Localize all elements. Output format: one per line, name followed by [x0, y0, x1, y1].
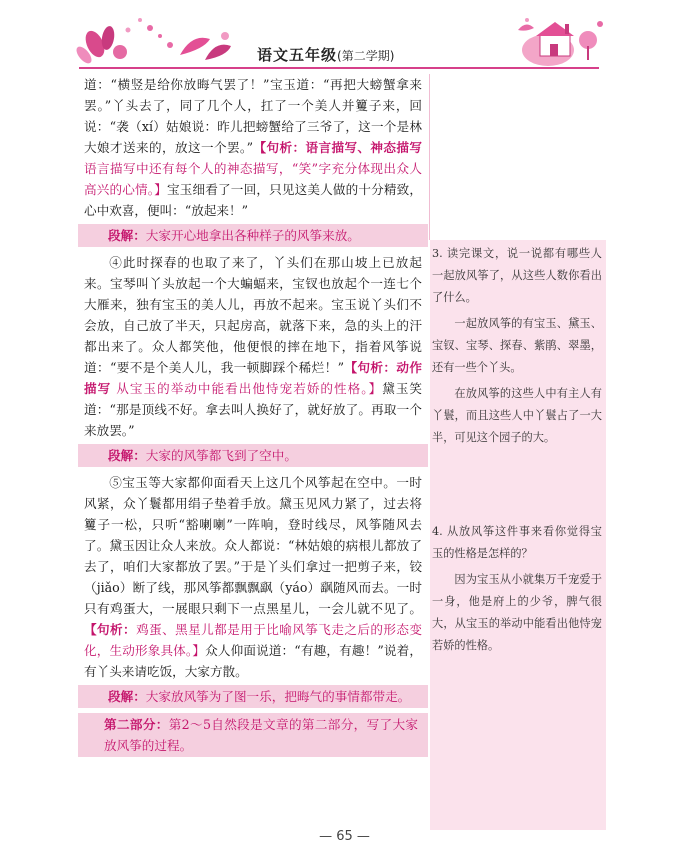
left-flower-cluster-icon [74, 18, 231, 66]
sentence-note-text: 语言描写中还有每个人的神态描写，“笑”字充分体现出众人高兴的心情。】 [84, 161, 422, 197]
page-number: — 65 — [319, 829, 370, 844]
header-divider [79, 67, 599, 69]
sentence-note-label: 【句析：动作描写 [84, 360, 422, 396]
answer-3-part-2: 在放风筝的这些人中有主人有丫鬟，而且这些人中丫鬟占了一大半，可见这个园子的大。 [432, 387, 602, 444]
book-subtitle: (第二学期) [337, 49, 395, 63]
question-4 [432, 521, 602, 657]
answer-3-part-1: 一起放风筝的有宝玉、黛玉、宝钗、宝琴、探春、紫鹃、翠墨，还有一些个丫头。 [432, 317, 602, 374]
question-4-text: 4. 从放风筝这件事来看你觉得宝玉的性格是怎样的？ [432, 525, 602, 560]
page-header [0, 0, 689, 70]
segment-summary-3: 段解：大家放风筝为了图一乐，把晦气的事情都带走。 [78, 685, 428, 708]
question-3-text: 3. 读完课文，说一说都有哪些人一起放风筝了，从这些人数你看出了什么。 [432, 247, 602, 304]
question-3 [432, 243, 602, 449]
book-title: 语文五年级(第二学期) [257, 46, 395, 64]
sentence-note-label: 【句析：语言描写、神态描写 [253, 140, 423, 155]
paragraph-5: ⑤宝玉等大家都仰面看天上这几个风筝起在空中。一时风紧，众丫鬟都用绢子垫着手放。黛玉见风力紧了，过去将籰子一松，只听“豁喇喇”一阵响，登时线尽，风筝随风去了。黛玉因让众人来放。众人都说：“林姑娘的病根儿都放了去了，咱们大家都放了罢。”于是丫头们拿过一把剪子来，铰（jiǎo）断了线，那风筝都飘飘飖（yáo）飖随风而去。一时只有鸡蛋大，一展眼只剩下一点黑星儿，一会儿就不见了。【句析：鸡蛋、黑星儿都是用于比喻风筝飞走之后的形态变化，生动形象具体。】众人仰面说道：“有趣，有趣！”说着，有丫头来请吃饭，大家方散。 [84, 475, 423, 679]
sentence-note-text: 鸡蛋、黑星儿都是用于比喻风筝飞走之后的形态变化，生动形象具体。】 [84, 622, 423, 658]
main-text-column [84, 74, 422, 762]
right-house-icon [518, 18, 603, 66]
paragraph-4: ④此时探春的也取了来了，丫头们在那山坡上已放起来。宝琴叫丫头放起一个大蝙蝠来，宝钗也放起个一连七个大雁来，独有宝玉的美人儿，再放不起来。宝玉说丫头们不会放，自己放了半天，只起房高，就落下来，急的头上的汗都出来了。众人都笑他，他便恨的摔在地下，指着风筝说道：“要不是个美人儿，我一顿脚踩个稀烂！”【句析：动作描写 从宝玉的举动中能看出他恃宠若娇的性格。】黛玉笑道：“那是顶线不好。拿去叫人换好了，就好放了。再取一个来放罢。” [84, 255, 423, 438]
answer-4: 因为宝玉从小就集万千宠爱于一身，他是府上的少爷，脾气很大，从宝玉的举动中能看出他恃宠若娇的性格。 [432, 573, 602, 652]
column-divider [429, 74, 430, 240]
sentence-note-label: 【句析： [84, 622, 137, 637]
segment-summary-2: 段解：大家的风筝都飞到了空中。 [78, 444, 428, 467]
sentence-note-text: 从宝玉的举动中能看出他恃宠若娇的性格。】 [116, 381, 383, 396]
segment-summary-1: 段解：大家开心地拿出各种样子的风筝来放。 [78, 224, 428, 247]
paragraph-3-end: 道：“横竖是给你放晦气罢了！”宝玉道：“再把大螃蟹拿来罢。”丫头去了，同了几个人，扛了一个美人并籰子来，回说：“袭（xí）姑娘说：昨儿把螃蟹给了三爷了，这一个是林大娘才送来的，放这一个罢。”【句析：语言描写、神态描写 语言描写中还有每个人的神态描写，“笑”字充分体现出众人高兴的心情。】宝玉细看了一回，只见这美人做的十分精致，心中欢喜，便叫：“放起来！” [84, 77, 423, 218]
part-summary: 第二部分：第2～5自然段是文章的第二部分，写了大家放风筝的过程。 [78, 713, 428, 757]
